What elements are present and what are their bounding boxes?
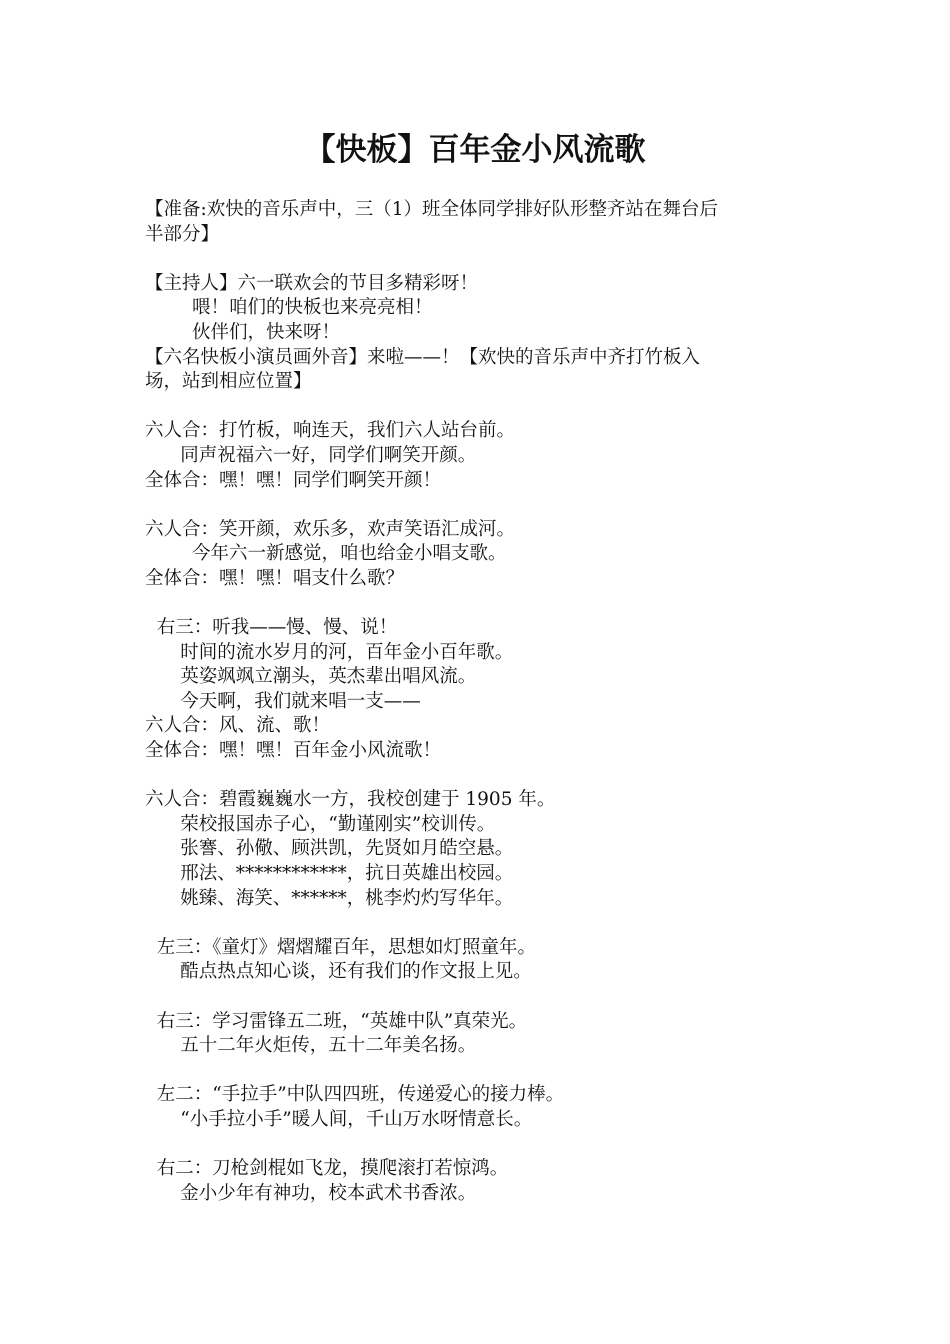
text-line: 张謇、孙儆、顾洪凯，先贤如月皓空悬。 (145, 838, 514, 860)
text-line: 今年六一新感觉，咱也给金小唱支歌。 (145, 543, 507, 565)
blank-line (145, 911, 815, 936)
text-line: 左二：“手拉手”中队四四班，传递爱心的接力棒。 (145, 1084, 565, 1106)
text-line: 六人合：笑开颜，欢乐多，欢声笑语汇成河。 (145, 518, 516, 540)
blank-line (145, 247, 815, 272)
blank-line (145, 1059, 815, 1084)
blank-line (145, 985, 815, 1010)
text-line: 【六名快板小演员画外音】来啦——！【欢快的音乐声中齐打竹板入 (145, 346, 701, 368)
document-body (145, 198, 815, 1206)
text-line: 邢法、************，抗日英雄出校园。 (145, 863, 514, 885)
text-line: 英姿飒飒立潮头，英杰辈出唱风流。 (145, 666, 477, 688)
text-line: 五十二年火炬传，五十二年美名扬。 (145, 1035, 477, 1057)
blank-line (145, 1133, 815, 1158)
blank-line (145, 592, 815, 617)
text-line: 右三：学习雷锋五二班，“英雄中队”真荣光。 (145, 1010, 528, 1032)
text-line: 时间的流水岁月的河，百年金小百年歌。 (145, 641, 514, 663)
blank-line (145, 493, 815, 518)
text-line: 右二：刀枪剑棍如飞龙，摸爬滚打若惊鸿。 (145, 1158, 509, 1180)
text-line: 场，站到相应位置】 (145, 371, 312, 393)
text-line: 【主持人】六一联欢会的节目多精彩呀！ (145, 272, 479, 294)
text-line: 左三：《童灯》熠熠耀百年，思想如灯照童年。 (145, 936, 537, 958)
text-line: 伙伴们，快来呀！ (145, 321, 341, 343)
blank-line (145, 395, 815, 420)
text-line: 六人合：碧霞巍巍水一方，我校创建于 1905 年。 (145, 789, 556, 811)
text-line: 喂！咱们的快板也来亮亮相！ (145, 297, 433, 319)
text-line: 右三：听我——慢、慢、说！ (145, 617, 398, 639)
text-line: 全体合：嘿！嘿！同学们啊笑开颜！ (145, 469, 442, 491)
text-line: 全体合：嘿！嘿！百年金小风流歌！ (145, 740, 442, 762)
text-line: 今天啊，我们就来唱一支—— (145, 690, 421, 712)
document-title: 【快板】百年金小风流歌 (304, 132, 646, 168)
text-line: 六人合：打竹板，响连天，我们六人站台前。 (145, 420, 516, 442)
blank-line (145, 764, 815, 789)
text-line: 【准备:欢快的音乐声中，三（1）班全体同学排好队形整齐站在舞台后 (145, 199, 719, 220)
text-line: 同声祝福六一好，同学们啊笑开颜。 (145, 444, 477, 466)
text-line: 荣校报国赤子心，“勤谨刚实”校训传。 (145, 813, 496, 835)
text-line: 半部分】 (145, 223, 220, 245)
text-line: “小手拉小手”暖人间，千山万水呀情意长。 (145, 1108, 533, 1130)
text-line: 全体合：嘿！嘿！唱支什么歌？ (145, 567, 405, 589)
text-line: 酷点热点知心谈，还有我们的作文报上见。 (145, 961, 532, 983)
text-line: 姚臻、海笑、******，桃李灼灼写华年。 (145, 887, 514, 909)
text-line: 金小少年有神功，校本武术书香浓。 (145, 1182, 477, 1204)
text-line: 六人合：风、流、歌！ (145, 715, 331, 737)
